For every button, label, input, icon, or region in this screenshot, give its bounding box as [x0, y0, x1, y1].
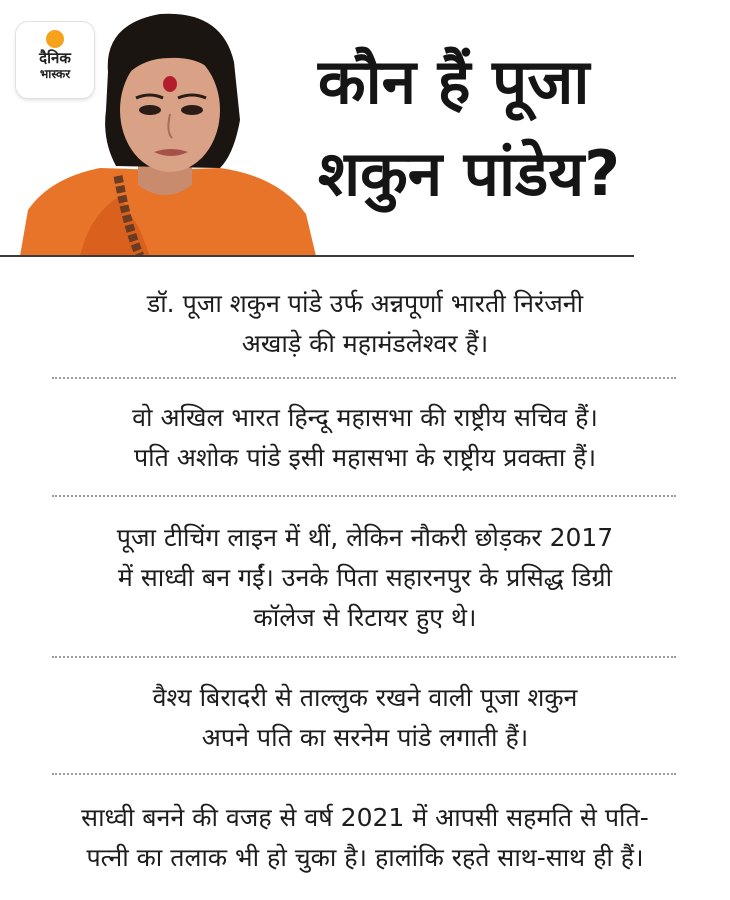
- fact-3-line2: में साध्वी बन गईं। उनके पिता सहारनपुर के प्रसिद्ध डिग्री: [117, 563, 613, 592]
- dotted-divider: [52, 377, 676, 379]
- dotted-divider: [52, 656, 676, 658]
- logo-text-line2: भास्कर: [39, 67, 71, 81]
- fact-2-line1: वो अखिल भारत हिन्दू महासभा की राष्ट्रीय सचिव हैं।: [132, 403, 598, 432]
- page-title: [318, 36, 718, 220]
- header: [0, 0, 730, 256]
- fact-1-line2: अखाड़े की महामंडलेश्वर हैं।: [241, 329, 489, 358]
- fact-5-line2: पत्नी का तलाक भी हो चुका है। हालांकि रहते साथ-साथ ही हैं।: [86, 843, 644, 872]
- fact-item-2: [40, 398, 690, 478]
- fact-item-5: [40, 798, 690, 878]
- fact-item-4: [40, 678, 690, 758]
- fact-item-1: [40, 284, 690, 364]
- sun-icon: [46, 30, 64, 48]
- fact-5-line1: साध्वी बनने की वजह से वर्ष 2021 में आपसी सहमति से पति-: [81, 803, 649, 832]
- title-line1: कौन हैं पूजा: [318, 45, 590, 118]
- fact-item-3: [40, 518, 690, 638]
- header-divider: [0, 255, 634, 257]
- fact-1-line1: डॉ. पूजा शकुन पांडे उर्फ अन्नपूर्णा भारती निरंजनी: [146, 289, 584, 318]
- fact-4-line1: वैश्य बिरादरी से ताल्लुक रखने वाली पूजा शकुन: [152, 683, 578, 712]
- fact-2-line2: पति अशोक पांडे इसी महासभा के राष्ट्रीय प्रवक्ता हैं।: [133, 443, 597, 472]
- fact-3-line3: कॉलेज से रिटायर हुए थे।: [253, 603, 477, 632]
- fact-4-line2: अपने पति का सरनेम पांडे लगाती हैं।: [201, 723, 529, 752]
- logo-text-line1: दैनिक: [39, 49, 71, 67]
- fact-3-line1: पूजा टीचिंग लाइन में थीं, लेकिन नौकरी छोड़कर 2017: [116, 523, 614, 552]
- dainik-bhaskar-logo[interactable]: [16, 22, 94, 98]
- dotted-divider: [52, 773, 676, 775]
- dotted-divider: [52, 495, 676, 497]
- title-line2: शकुन पांडेय?: [318, 137, 621, 210]
